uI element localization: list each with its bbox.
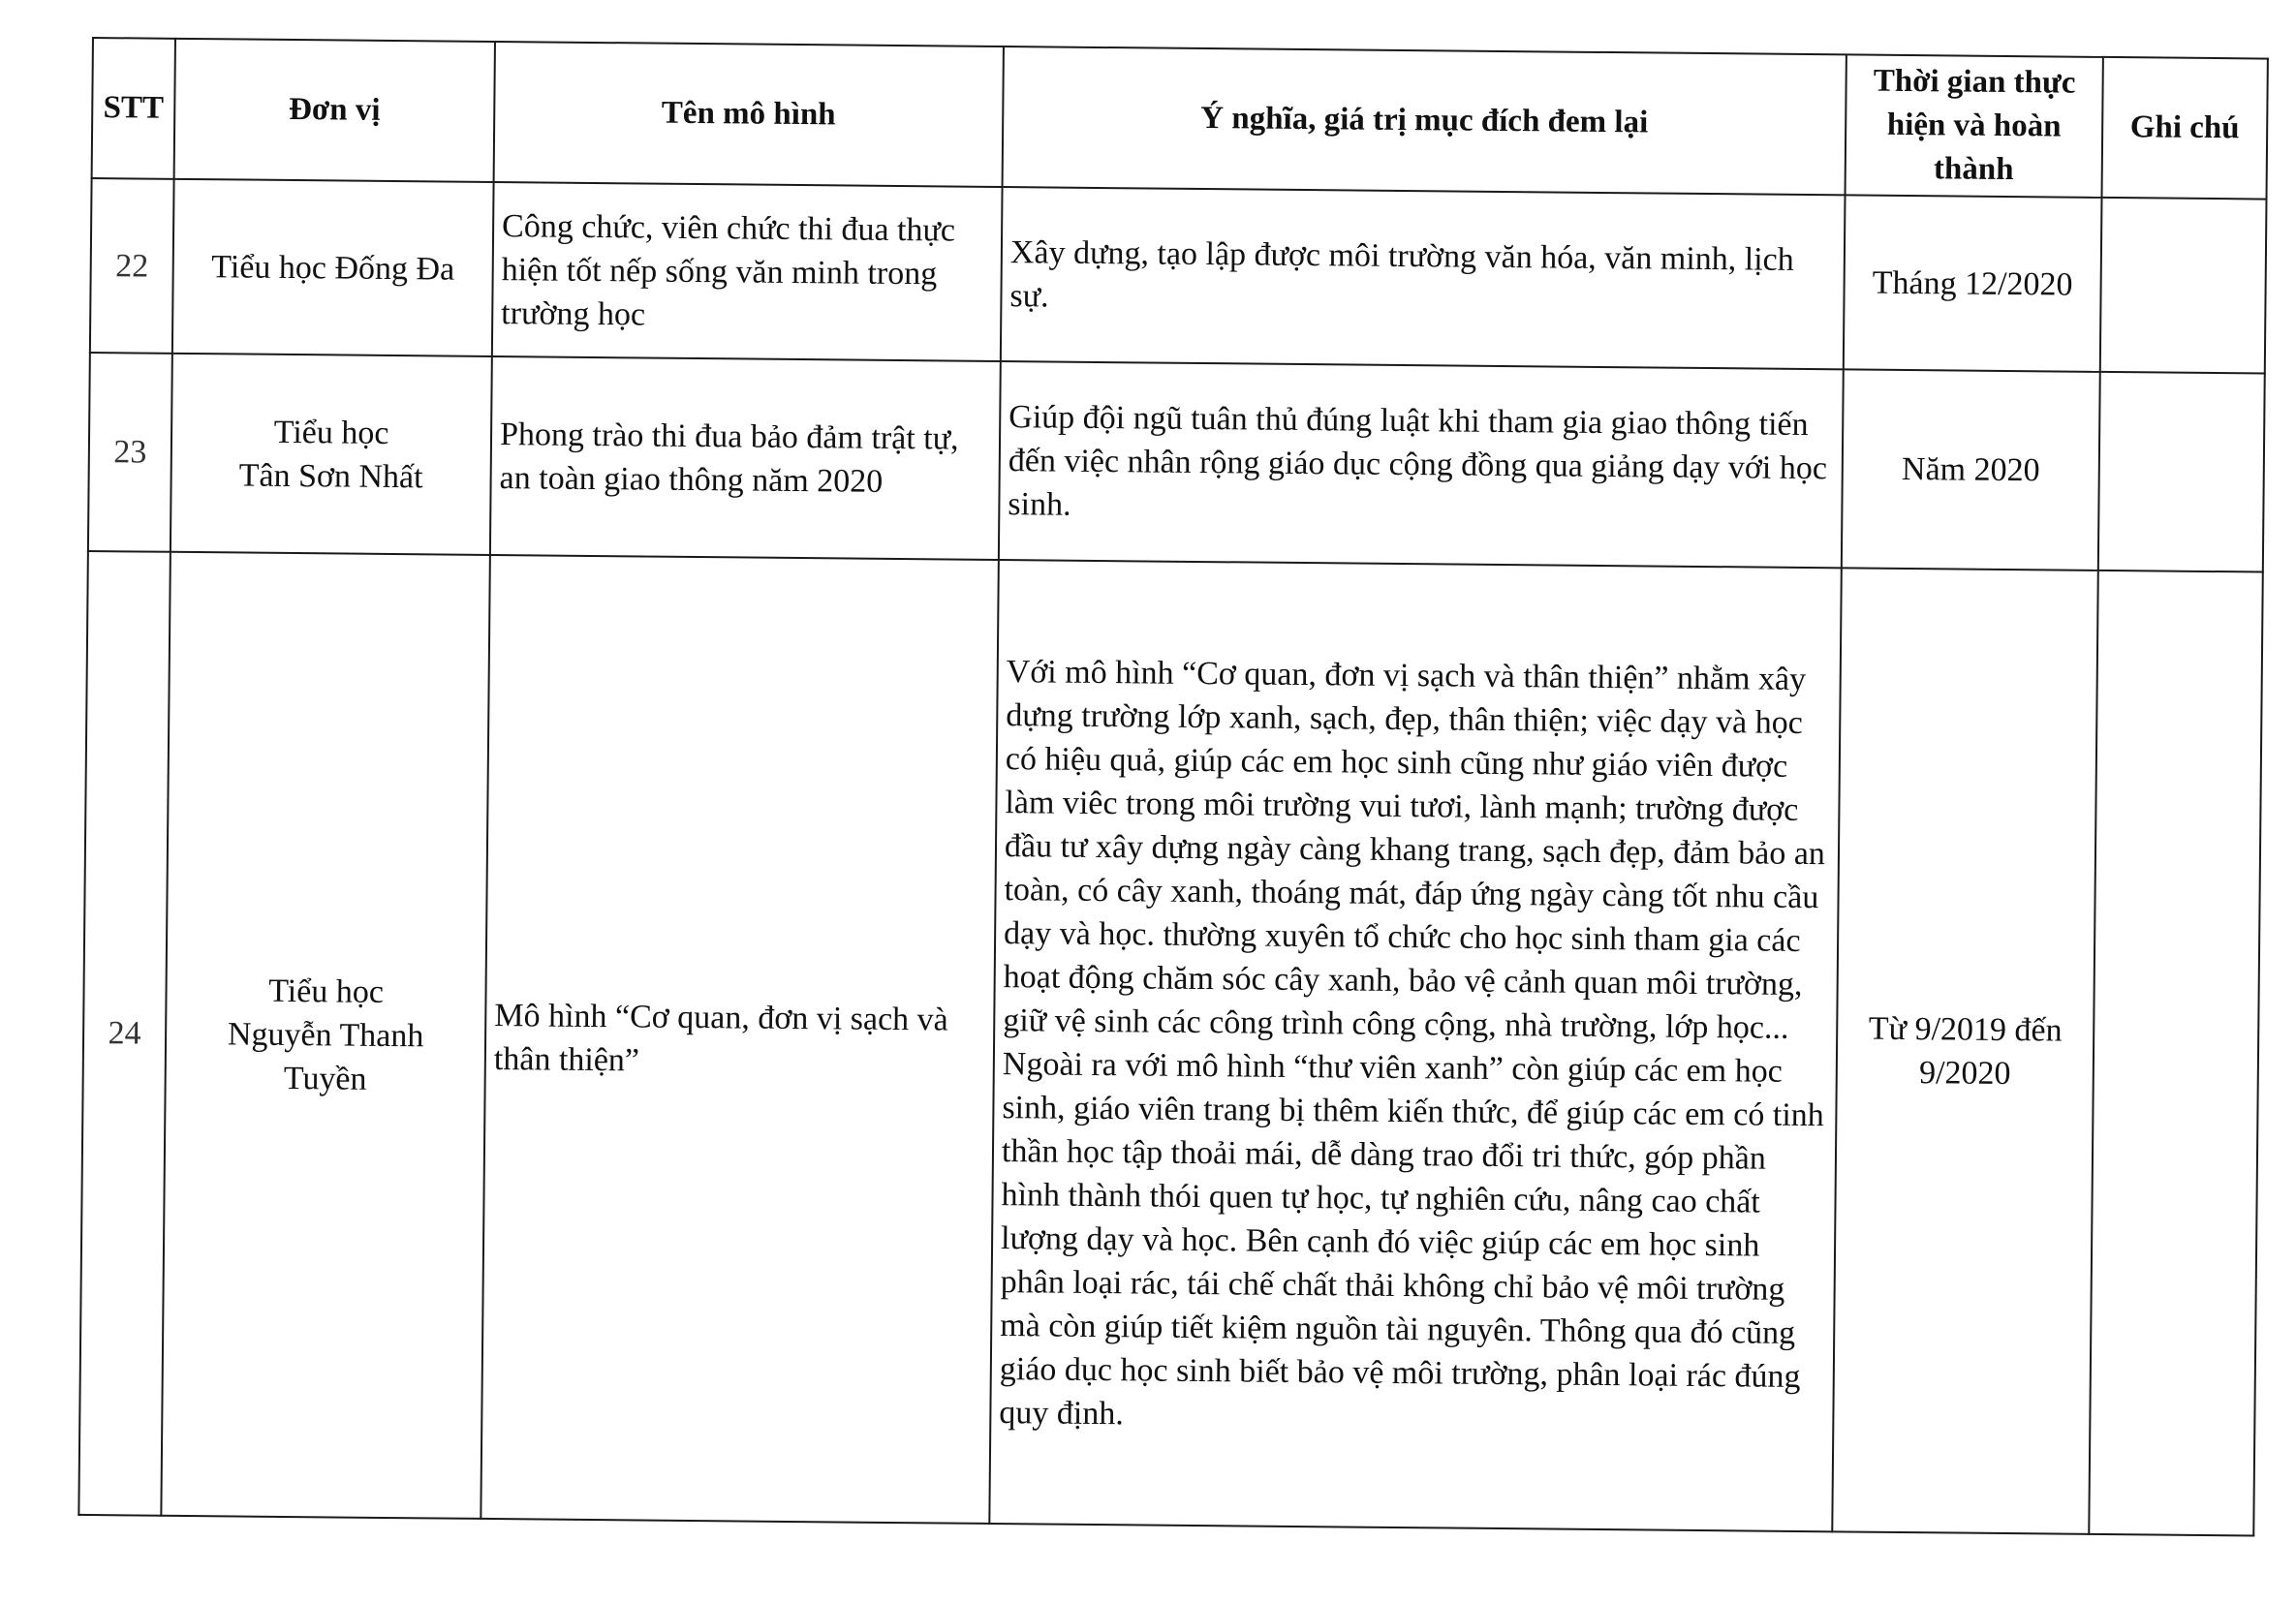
cell-ghi-chu: [2089, 571, 2263, 1536]
cell-y-nghia: Xây dựng, tạo lập được môi trường văn hóa, văn minh, lịch sự.: [1001, 187, 1846, 369]
header-thoi-gian: Thời gian thực hiện và hoàn thành: [1846, 54, 2103, 198]
cell-stt: 24: [78, 551, 171, 1516]
cell-thoi-gian: Năm 2020: [1842, 369, 2100, 571]
cell-stt: 22: [90, 178, 174, 354]
cell-don-vi: Tiểu học Đống Đa: [172, 179, 494, 356]
header-ghi-chu: Ghi chú: [2102, 57, 2268, 200]
cell-stt: 23: [88, 353, 172, 552]
header-ten-mo-hinh: Tên mô hình: [494, 42, 1004, 187]
cell-ghi-chu: [2098, 372, 2265, 572]
models-table: [78, 37, 2269, 1536]
table-row: [90, 178, 2267, 374]
header-don-vi: Đơn vị: [174, 39, 495, 182]
cell-thoi-gian: Từ 9/2019 đến 9/2020: [1832, 568, 2098, 1533]
cell-ten-mo-hinh: Mô hình “Cơ quan, đơn vị sạch và thân thiện”: [481, 555, 999, 1524]
cell-y-nghia: Với mô hình “Cơ quan, đơn vị sạch và thân thiện” nhằm xây dựng trường lớp xanh, sạch, đẹp, thân thiện; việc dạy và học có hiệu quả, giúp các em học sinh cũng như giáo viên được làm viêc trong môi trường vui tươi, lành mạnh; trường được đầu tư xây dựng ngày càng khang trang, sạch đẹp, đảm bảo an toàn, có cây xanh, thoáng mát, đáp ứng ngày càng tốt nhu cầu dạy và học. thường xuyên tổ chức cho học sinh tham gia các hoạt động chăm sóc cây xanh, bảo vệ cảnh quan môi trường, giữ vệ sinh các công trình công cộng, nhà trường, lớp học... Ngoài ra với mô hình “thư viên xanh” còn giúp các em học sinh, giáo viên trang bị thêm kiến thức, để giúp các em có tinh thần học tập thoải mái, dễ dàng trao đổi tri thức, góp phần hình thành thói quen tự học, tự nghiên cứu, nâng cao chất lượng dạy và học. Bên cạnh đó việc giúp các em học sinh phân loại rác, tái chế chất thải không chỉ bảo vệ môi trường mà còn giúp tiết kiệm nguồn tài nguyên. Thông qua đó cũng giáo dục học sinh biết bảo vệ môi trường, phân loại rác đúng quy định.: [989, 560, 1842, 1531]
table-row: [78, 551, 2262, 1536]
table-header-row: [92, 38, 2268, 200]
header-stt: STT: [92, 38, 175, 179]
cell-don-vi: Tiểu học Tân Sơn Nhất: [171, 354, 492, 555]
table-row: [88, 353, 2265, 572]
cell-y-nghia: Giúp đội ngũ tuân thủ đúng luật khi tham gia giao thông tiến đến việc nhân rộng giáo dục cộng đồng qua giảng dạy với học sinh.: [999, 361, 1844, 568]
header-y-nghia: Ý nghĩa, giá trị mục đích đem lại: [1003, 46, 1846, 195]
document-page: [78, 37, 2267, 1520]
cell-don-vi: Tiểu học Nguyễn Thanh Tuyền: [161, 552, 490, 1519]
cell-ten-mo-hinh: Công chức, viên chức thi đua thực hiện tốt nếp sống văn minh trong trường học: [492, 182, 1003, 361]
cell-thoi-gian: Tháng 12/2020: [1844, 195, 2102, 372]
cell-ghi-chu: [2100, 198, 2267, 374]
cell-ten-mo-hinh: Phong trào thi đua bảo đảm trật tự, an toàn giao thông năm 2020: [490, 356, 1001, 560]
